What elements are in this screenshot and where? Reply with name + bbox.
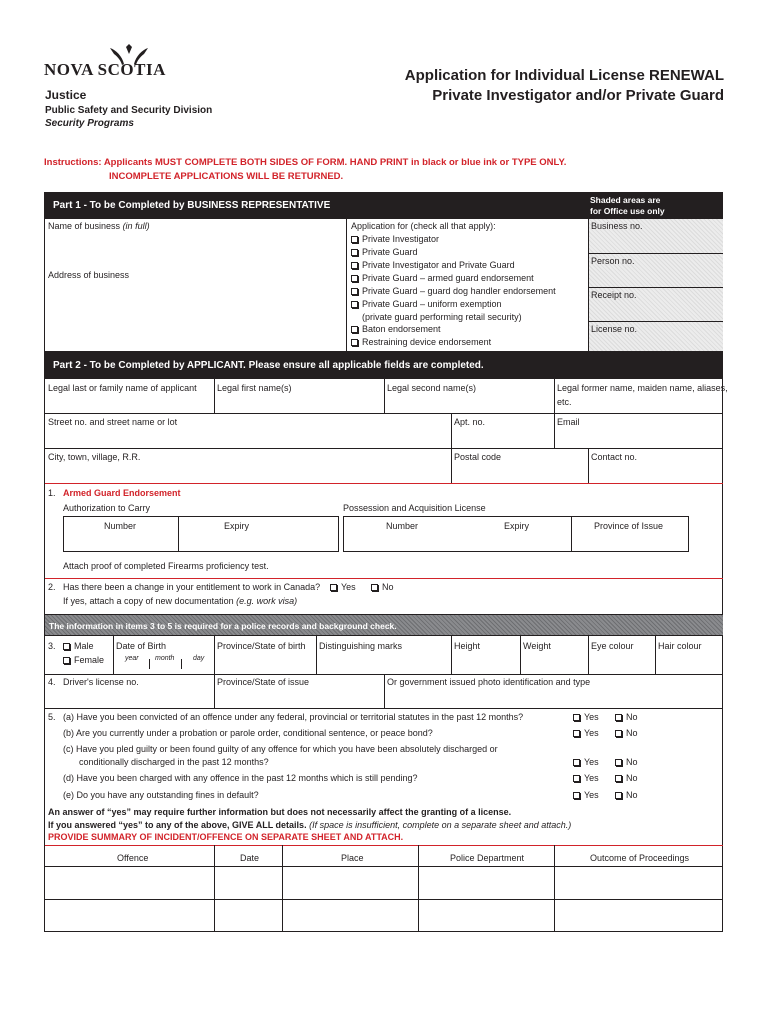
province-of-issue-label: Province of Issue [594,521,664,531]
city-field[interactable]: City, town, village, R.R. [48,452,141,462]
checkbox[interactable] [351,301,358,308]
checkbox[interactable] [615,775,622,782]
weight-field[interactable]: Weight [523,641,551,651]
checkbox[interactable] [351,288,358,295]
department-name: Justice [45,88,87,102]
distinguishing-marks-field[interactable]: Distinguishing marks [319,641,403,651]
office-heading-2: for Office use only [590,206,665,216]
date-of-birth-field[interactable]: Date of Birth [116,641,167,651]
height-field[interactable]: Height [454,641,481,651]
business-name-text: Name of business [48,221,121,231]
pal-expiry-label: Expiry [504,521,530,531]
dob-year: year [125,655,139,662]
item3-number: 3. [48,641,56,651]
part1-header [45,193,588,219]
dl-province-field[interactable]: Province/State of issue [217,677,310,687]
application-for-label: Application for (check all that apply): [351,221,496,231]
5e-yes[interactable]: Yes [573,790,599,800]
office-use-header [588,193,723,219]
checkbox[interactable] [573,775,580,782]
legal-last-name-field[interactable]: Legal last or family name of applicant [48,383,197,393]
option-baton[interactable]: Baton endorsement [351,324,441,334]
province-of-birth-field[interactable]: Province/State of birth [217,641,306,651]
dob-month: month [155,655,175,662]
5c-yes[interactable]: Yes [573,757,599,767]
question-5c-line1: (c) Have you pled guilty or been found guilty of any offence for which you have been absolutely discharged or [63,744,498,754]
business-no-field[interactable]: Business no. [591,221,643,231]
item5-number: 5. [48,712,56,722]
item4-number: 4. [48,677,56,687]
legal-second-name-field[interactable]: Legal second name(s) [387,383,477,393]
form-title-line1: Application for Individual License RENEWAL [404,67,724,84]
legal-former-name-etc: etc. [557,397,572,407]
work-entitlement-question: Has there been a change in your entitlement to work in Canada? [63,582,321,592]
sex-female[interactable]: Female [63,655,104,665]
business-address-label: Address of business [48,270,130,280]
business-name-label [48,221,150,232]
pal-box[interactable] [343,516,689,552]
checkbox[interactable] [573,759,580,766]
email-field[interactable]: Email [557,417,580,427]
license-no-field[interactable]: License no. [591,324,638,334]
checkbox[interactable] [615,730,622,737]
checkbox[interactable] [573,792,580,799]
checkbox[interactable] [615,714,622,721]
question-5c-line2: conditionally discharged in the past 12 months? [79,757,269,767]
part2-heading: Part 2 - To be Completed by APPLICANT. Please ensure all applicable fields are completed. [53,360,484,371]
give-details-note: If you answered “yes” to any of the above, GIVE ALL details. (If space is insufficient, complete on a separate sheet and attach.) [48,820,572,830]
part2-header [45,351,723,379]
work-entitlement-yes[interactable]: Yes [330,582,356,592]
office-heading-1: Shaded areas are [590,195,661,205]
5a-no[interactable]: No [615,712,638,722]
armed-guard-endorsement-title: Armed Guard Endorsement [63,488,181,498]
yes-answer-note: An answer of “yes” may require further information but does not necessarily affect the granting of a license. [48,807,512,817]
5b-yes[interactable]: Yes [573,728,599,738]
person-no-field[interactable]: Person no. [591,256,635,266]
logo-wordmark: NOVA SCOTIA [44,60,166,79]
gov-photo-id-field[interactable]: Or government issued photo identification and type [387,677,591,687]
5c-no[interactable]: No [615,757,638,767]
option-uniform-exemption[interactable]: Private Guard – uniform exemption [351,299,502,309]
pal-label: Possession and Acquisition License [343,503,486,513]
col-date: Date [240,853,260,863]
option-uniform-note: (private guard performing retail security) [362,312,522,322]
contact-no-field[interactable]: Contact no. [591,452,638,462]
legal-first-name-field[interactable]: Legal first name(s) [217,383,292,393]
business-name-note: (in full) [122,221,150,231]
checkbox[interactable] [351,236,358,243]
question-5d: (d) Have you been charged with any offence in the past 12 months which is still pending? [63,773,418,783]
form-title-line2: Private Investigator and/or Private Guard [432,87,724,104]
part1-heading: Part 1 - To be Completed by BUSINESS REPRESENTATIVE [53,200,331,211]
checkbox[interactable] [63,643,70,650]
program-name: Security Programs [45,118,134,129]
checkbox[interactable] [573,714,580,721]
option-dog-handler[interactable]: Private Guard – guard dog handler endorsement [351,286,556,296]
option-private-guard[interactable]: Private Guard [351,247,418,257]
checkbox[interactable] [351,326,358,333]
checkbox[interactable] [371,584,378,591]
checkbox[interactable] [351,262,358,269]
sex-male[interactable]: Male [63,641,94,651]
auth-expiry-label: Expiry [224,521,250,531]
provide-summary-note: PROVIDE SUMMARY OF INCIDENT/OFFENCE ON SEPARATE SHEET AND ATTACH. [48,832,404,842]
apt-no-field[interactable]: Apt. no. [454,417,486,427]
table-row[interactable] [45,899,723,900]
authorization-to-carry-label: Authorization to Carry [63,503,151,513]
street-field[interactable]: Street no. and street name or lot [48,417,178,427]
checkbox[interactable] [330,584,337,591]
logo [44,44,174,84]
checkbox[interactable] [351,249,358,256]
5e-no[interactable]: No [615,790,638,800]
police-check-text: The information in items 3 to 5 is required for a police records and background check. [49,621,397,631]
5a-yes[interactable]: Yes [573,712,599,722]
question-5e: (e) Do you have any outstanding fines in default? [63,790,259,800]
checkbox[interactable] [351,339,358,346]
col-offence: Offence [117,853,149,863]
5b-no[interactable]: No [615,728,638,738]
pal-number-label: Number [386,521,419,531]
application-form [44,192,728,932]
col-place: Place [341,853,364,863]
receipt-no-field[interactable]: Receipt no. [591,290,637,300]
item1-number: 1. [48,488,56,498]
checkbox[interactable] [573,730,580,737]
instructions-line2: INCOMPLETE APPLICATIONS WILL BE RETURNED. [109,171,344,182]
option-pi-and-pg[interactable]: Private Investigator and Private Guard [351,260,515,270]
checkbox[interactable] [615,792,622,799]
hair-colour-field[interactable]: Hair colour [658,641,702,651]
checkbox[interactable] [351,275,358,282]
col-police-dept: Police Department [450,853,525,863]
checkbox[interactable] [63,657,70,664]
dob-day: day [193,655,205,662]
instructions-line1: Instructions: Applicants MUST COMPLETE BOTH SIDES OF FORM. HAND PRINT in black or blue ink or TYPE ONLY. [44,157,567,168]
option-private-investigator[interactable]: Private Investigator [351,234,439,244]
col-outcome: Outcome of Proceedings [590,853,690,863]
question-5a: (a) Have you been convicted of an offence under any federal, provincial or territorial statutes in the past 12 months? [63,712,524,722]
postal-code-field[interactable]: Postal code [454,452,502,462]
checkbox[interactable] [615,759,622,766]
division-name: Public Safety and Security Division [45,105,213,116]
work-entitlement-no[interactable]: No [371,582,394,592]
item2-number: 2. [48,582,56,592]
option-restraining[interactable]: Restraining device endorsement [351,337,491,347]
police-check-bar [45,614,723,636]
question-5b: (b) Are you currently under a probation or parole order, conditional sentence, or peace bond? [63,728,433,738]
5d-yes[interactable]: Yes [573,773,599,783]
work-visa-attach-note: If yes, attach a copy of new documentation (e.g. work visa) [63,596,298,606]
auth-number-label: Number [104,521,137,531]
drivers-license-field[interactable]: Driver's license no. [63,677,139,687]
legal-former-name-field[interactable]: Legal former name, maiden name, aliases, [557,383,728,393]
option-armed-guard[interactable]: Private Guard – armed guard endorsement [351,273,534,283]
authorization-box[interactable] [63,516,339,552]
firearms-proof-label: Attach proof of completed Firearms proficiency test. [63,561,269,571]
eye-colour-field[interactable]: Eye colour [591,641,634,651]
5d-no[interactable]: No [615,773,638,783]
